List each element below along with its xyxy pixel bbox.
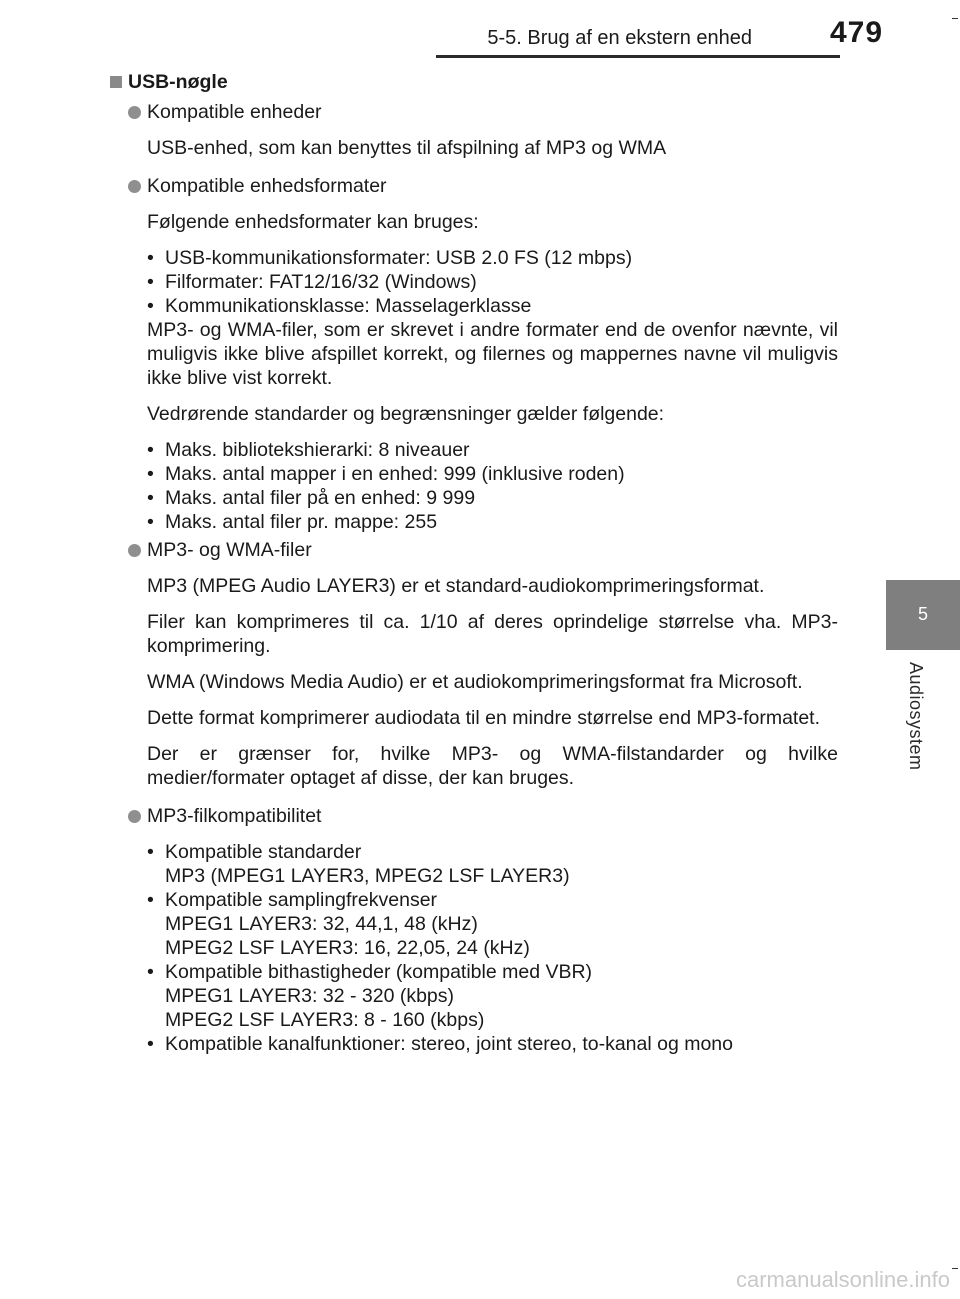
page-header bbox=[0, 0, 960, 54]
subheading-text: Kompatible enhedsformater bbox=[147, 175, 387, 197]
list-item bbox=[147, 1032, 838, 1056]
subheading-text: Kompatible enheder bbox=[147, 101, 322, 123]
paragraph: WMA (Windows Media Audio) er et audiokomprimeringsformat fra Microsoft. bbox=[147, 671, 803, 693]
page-content bbox=[110, 70, 838, 1056]
list-item-label: Kompatible bithastigheder (kompatible med VBR) bbox=[165, 961, 593, 983]
paragraph: Der er grænser for, hvilke MP3- og WMA-filstandarder og hvilke medier/formater optaget af disse, der kan bruges. bbox=[147, 743, 838, 789]
list-item: • Kommunikationsklasse: Masselagerklasse bbox=[147, 294, 838, 318]
crop-mark bbox=[952, 1268, 958, 1269]
header-rule bbox=[436, 55, 840, 58]
section-heading: USB-nøgle bbox=[110, 70, 838, 94]
paragraph: Følgende enhedsformater kan bruges: bbox=[147, 211, 479, 233]
subheading-devices bbox=[110, 100, 838, 124]
paragraph: Vedrørende standarder og begrænsninger gælder følgende: bbox=[147, 403, 665, 425]
compat-list bbox=[147, 840, 838, 1056]
subheading-formats bbox=[110, 174, 838, 198]
list-item: • Filformater: FAT12/16/32 (Windows) bbox=[147, 270, 838, 294]
list-item-line: MPEG1 LAYER3: 32, 44,1, 48 (kHz) bbox=[165, 913, 478, 935]
watermark-logo: carmanualsonline.info bbox=[735, 1267, 950, 1292]
format-list bbox=[147, 246, 838, 318]
list-item-line: MPEG2 LSF LAYER3: 8 - 160 (kbps) bbox=[165, 1009, 485, 1031]
paragraph: MP3- og WMA-filer, som er skrevet i andre formater end de ovenfor nævnte, vil muligvis ikke blive afspillet korrekt, og filernes og mappernes navne vil muligvis ikke blive vist korrekt. bbox=[147, 319, 838, 389]
list-item bbox=[147, 960, 838, 1032]
subheading-text: MP3- og WMA-filer bbox=[147, 539, 312, 561]
page-number: 479 bbox=[830, 16, 884, 49]
chapter-number: 5 bbox=[917, 604, 928, 624]
list-item bbox=[147, 840, 838, 888]
list-item: • Maks. antal filer på en enhed: 9 999 bbox=[147, 486, 838, 510]
bullet-circle-icon bbox=[128, 106, 141, 119]
list-item: • Maks. bibliotekshierarki: 8 niveauer bbox=[147, 438, 838, 462]
paragraph: Filer kan komprimeres til ca. 1/10 af deres oprindelige størrelse vha. MP3-komprimering. bbox=[147, 611, 838, 657]
section-title: 5-5. Brug af en ekstern enhed bbox=[487, 27, 752, 49]
list-item-label: Kompatible standarder bbox=[165, 841, 362, 863]
subheading-files bbox=[110, 538, 838, 562]
paragraph: MP3 (MPEG Audio LAYER3) er et standard-audiokomprimeringsformat. bbox=[147, 575, 765, 597]
list-item-line: MPEG2 LSF LAYER3: 16, 22,05, 24 (kHz) bbox=[165, 937, 530, 959]
list-item: • Maks. antal filer pr. mappe: 255 bbox=[147, 510, 838, 534]
list-item: • USB-kommunikationsformater: USB 2.0 FS (12 mbps) bbox=[147, 246, 838, 270]
list-item-label: Kompatible kanalfunktioner: stereo, joint stereo, to-kanal og mono bbox=[165, 1033, 733, 1055]
chapter-tab bbox=[886, 580, 960, 650]
subheading-text: MP3-filkompatibilitet bbox=[147, 805, 322, 827]
bullet-circle-icon bbox=[128, 810, 141, 823]
crop-mark bbox=[952, 18, 958, 19]
list-item-line: MP3 (MPEG1 LAYER3, MPEG2 LSF LAYER3) bbox=[165, 865, 570, 887]
list-item: • Maks. antal mapper i en enhed: 999 (inklusive roden) bbox=[147, 462, 838, 486]
subheading-compat bbox=[110, 804, 838, 828]
paragraph: Dette format komprimerer audiodata til en mindre størrelse end MP3-formatet. bbox=[147, 707, 821, 729]
list-item-label: Kompatible samplingfrekvenser bbox=[165, 889, 438, 911]
list-item bbox=[147, 888, 838, 960]
bullet-circle-icon bbox=[128, 544, 141, 557]
paragraph: USB-enhed, som kan benyttes til afspilning af MP3 og WMA bbox=[147, 137, 667, 159]
list-item-line: MPEG1 LAYER3: 32 - 320 (kbps) bbox=[165, 985, 455, 1007]
limits-list bbox=[147, 438, 838, 534]
bullet-circle-icon bbox=[128, 180, 141, 193]
chapter-label bbox=[905, 662, 945, 792]
chapter-label-text: Audiosystem bbox=[906, 662, 926, 771]
